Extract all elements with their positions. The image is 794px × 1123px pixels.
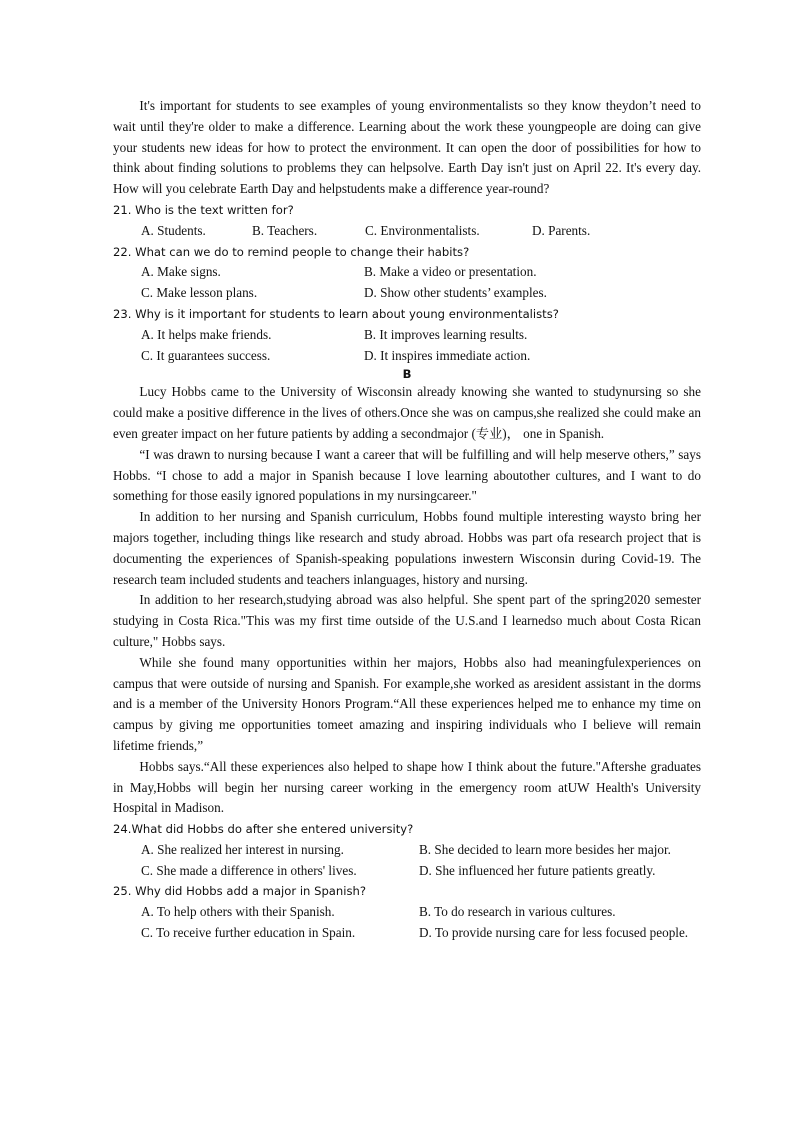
question-21-option-d[interactable]: D. Parents. (532, 222, 591, 238)
question-25-options-row-1 (113, 902, 701, 923)
question-25-option-b[interactable]: B. To do research in various cultures. (419, 904, 616, 920)
question-23-stem: 23. Why is it important for students to learn about young environmentalists? (113, 306, 559, 321)
question-23-option-b[interactable]: B. It improves learning results. (364, 326, 528, 342)
passage-b-paragraph-2: “I was drawn to nursing because I want a career that will be fulfilling and will help meserve others,” says Hobbs. “I chose to add a major in Spanish because I love learning aboutother cultures, and I want to do something for those easily ignored populations in my nursingcareer." (113, 446, 701, 504)
question-25-option-c[interactable]: C. To receive further education in Spain. (141, 925, 356, 941)
question-21-option-a[interactable]: A. Students. (141, 222, 206, 238)
question-24-option-d[interactable]: D. She influenced her future patients greatly. (419, 862, 656, 878)
question-24-stem: 24.What did Hobbs do after she entered university? (113, 822, 414, 837)
question-23-option-c[interactable]: C. It guarantees success. (141, 347, 271, 363)
question-21-option-c[interactable]: C. Environmentalists. (365, 222, 480, 238)
question-22-option-c[interactable]: C. Make lesson plans. (141, 285, 258, 301)
question-22-option-a[interactable]: A. Make signs. (141, 264, 221, 280)
question-23-option-d[interactable]: D. It inspires immediate action. (364, 347, 531, 363)
question-21-option-b[interactable]: B. Teachers. (252, 222, 318, 238)
question-25-option-a[interactable]: A. To help others with their Spanish. (141, 904, 335, 920)
question-24-options-row-1 (113, 840, 701, 861)
question-25-options-row-2 (113, 923, 701, 944)
passage-b-paragraph-3: In addition to her nursing and Spanish curriculum, Hobbs found multiple interesting waysto bring her majors together, including things like research and study abroad. Hobbs was part ofa research project that is documenting the experiences of Spanish-speaking populations inwestern Wisconsin during Covid-19. The research team included students and teachers inlanguages, history and nursing. (113, 509, 701, 587)
passage-a-closing-paragraph: It's important for students to see examples of young environmentalists so they know theydon’t need to wait until they're older to make a difference. Learning about the work these youngpeople are doing can give your students new ideas for how to protect the environment. It can open the door of possibilities for how to think about finding solutions to problems they can helpsolve. Earth Day isn't just on April 22. It's every day. How will you celebrate Earth Day and helpstudents make a difference year-round? (113, 98, 701, 197)
question-21-options (113, 221, 701, 242)
passage-b-paragraph-4: In addition to her research,studying abroad was also helpful. She spent part of the spring2020 semester studying in Costa Rica."This was my first time outside of the U.S.and I learnedso much about Costa Rican culture," Hobbs says. (113, 592, 701, 649)
question-21-stem: 21. Who is the text written for? (113, 202, 294, 217)
question-24-option-c[interactable]: C. She made a difference in others' lives. (141, 862, 357, 878)
question-22-stem: 22. What can we do to remind people to change their habits? (113, 244, 470, 259)
question-24-option-b[interactable]: B. She decided to learn more besides her major. (419, 841, 671, 857)
question-25-option-d[interactable]: D. To provide nursing care for less focused people. (419, 925, 689, 941)
question-23-options-row-1 (113, 325, 701, 346)
passage-b-paragraph-1: Lucy Hobbs came to the University of Wisconsin already knowing she wanted to studynursing so she could make a positive difference in the lives of others.Once she was on campus,she realized she could make an even greater impact on her future patients by adding a secondmajor (专业)， one in Spanish. (113, 384, 701, 441)
question-24-option-a[interactable]: A. She realized her interest in nursing. (141, 841, 344, 857)
question-25-stem: 25. Why did Hobbs add a major in Spanish? (113, 884, 367, 899)
question-23-options-row-2 (113, 346, 701, 367)
question-22-options-row-1 (113, 262, 701, 283)
question-22-option-b[interactable]: B. Make a video or presentation. (364, 264, 537, 280)
passage-b-paragraph-6: Hobbs says.“All these experiences also helped to shape how I think about the future."Aftershe graduates in May,Hobbs will begin her nursing career working in the emergency room atUW Health's University Hospital in Madison. (113, 758, 701, 816)
question-22-option-d[interactable]: D. Show other students’ examples. (364, 285, 547, 301)
section-b-heading: B (402, 367, 412, 382)
question-24-options-row-2 (113, 861, 701, 882)
question-23-option-a[interactable]: A. It helps make friends. (141, 326, 272, 342)
question-22-options-row-2 (113, 283, 701, 304)
exam-page (113, 96, 701, 944)
passage-b-paragraph-5: While she found many opportunities within her majors, Hobbs also had meaningfulexperiences on campus that were outside of nursing and Spanish. For example,she worked as aresident assistant in the dorms and is a member of the University Honors Program.“All these experiences helped me to enhance my time on campus by giving me opportunities tomeet amazing and inspiring individuals who I believe will remain lifetime friends,” (113, 654, 701, 753)
